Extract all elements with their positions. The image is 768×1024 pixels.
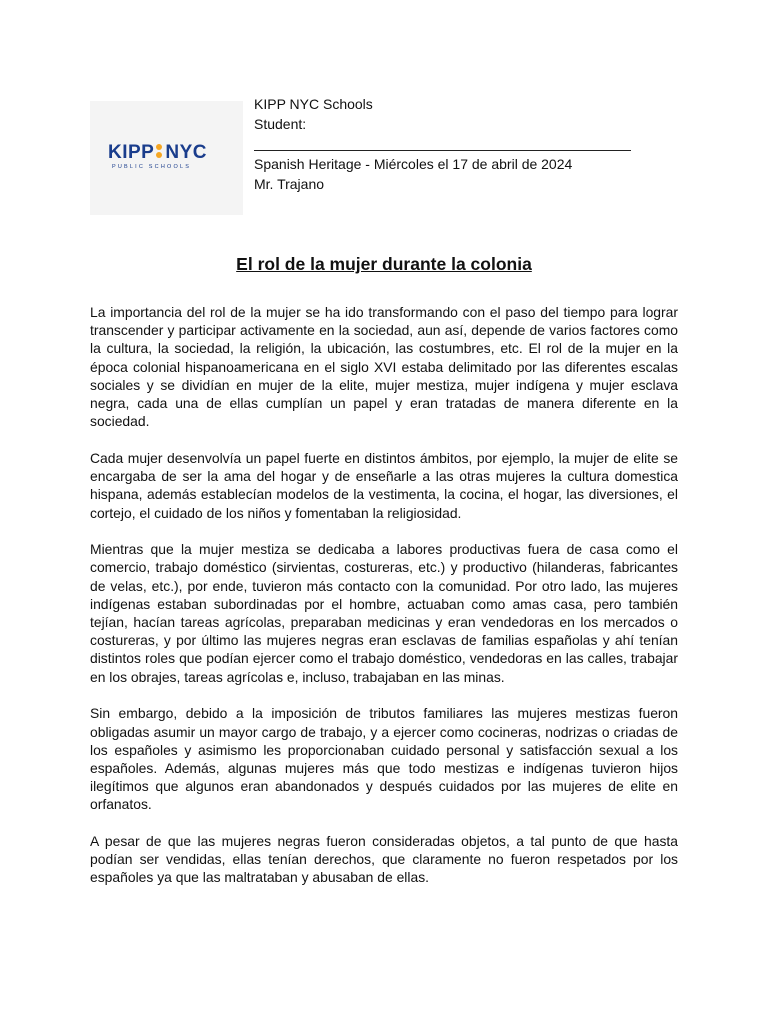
paragraph: A pesar de que las mujeres negras fueron consideradas objetos, a tal punto de que hasta podían ser vendidas, ellas tenían derechos, que claramente no fueron respetados por los españoles ya que las maltrataban y abusaban de ellas. (90, 833, 678, 886)
kipp-nyc-logo (90, 101, 243, 215)
teacher-name: Mr. Trajano (254, 176, 325, 192)
course-date: Spanish Heritage - Miércoles el 17 de abril de 2024 (254, 156, 573, 172)
paragraph: Cada mujer desenvolvía un papel fuerte en distintos ámbitos, por ejemplo, la mujer de elite se encargaba de ser la ama del hogar y de enseñarle a las otras mujeres la cultura domestica hispana, además establecían modelos de la vestimenta, la cocina, el hogar, las diversiones, el cortejo, el cuidado de los niños y fomentaban la religiosidad. (90, 449, 678, 521)
paragraph: La importancia del rol de la mujer se ha ido transformando con el paso del tiempo para lograr transcender y participar activamente en la sociedad, aun así, depende de varios factores como la cultura, la sociedad, la religión, la ubicación, las costumbres, etc. El rol de la mujer en la época colonial hispanoamericana en el siglo XVI estaba delimitado por las diferentes escalas sociales y se dividían en mujer de la elite, mujer mestiza, mujer indígena y mujer esclava negra, cada una de ellas cumplían un papel y eran tratadas de manera diferente en la sociedad. (90, 304, 678, 430)
paragraph: Mientras que la mujer mestiza se dedicaba a labores productivas fuera de casa como el comercio, trabajo doméstico (sirvientas, costureras, etc.) y productivo (hilanderas, fabricantes de velas, etc.), por ende, tuvieron más contacto con la comunidad. Por otro lado, las mujeres indígenas estaban subordinadas por el hombre, actuaban como amas casa, pero también tejían, hacían tareas agrícolas, preparaban medicinas y eran vendedoras en los mercados o costureras, y por último las mujeres negras eran esclavas de familias españolas y ahí tenían distintos roles que podían ejercer como el trabajo doméstico, vendedoras en las calles, trabajar en los obrajes, tareas agrícolas e, incluso, trabajaban en las minas. (90, 541, 678, 685)
student-name-line (254, 150, 631, 151)
logo-kipp-text: KIPP (108, 142, 155, 163)
student-label: Student: (254, 116, 307, 132)
header-course-block (254, 154, 572, 194)
document-title: El rol de la mujer durante la colonia (236, 254, 532, 274)
header-block (254, 94, 373, 134)
document-body (90, 303, 678, 905)
paragraph: Sin embargo, debido a la imposición de tributos familiares las mujeres mestizas fueron obligadas asumir un mayor cargo de trabajo, y a ejercer como cocineras, nodrizas o criadas de los españoles y asimismo les proporcionaban cuidado personal y satisfacción sexual a los españoles. Además, algunas mujeres más que todo mestizas e indígenas tuvieron hijos ilegítimos que algunos eran abandonados y después cuidados por las mujeres de elite en orfanatos. (90, 705, 678, 813)
school-name: KIPP NYC Schools (254, 96, 373, 112)
logo-nyc-text: NYC (165, 142, 207, 163)
logo-subtitle: PUBLIC SCHOOLS (112, 164, 192, 170)
logo-colon-dots-icon (155, 144, 164, 158)
logo-wordmark (108, 143, 207, 163)
